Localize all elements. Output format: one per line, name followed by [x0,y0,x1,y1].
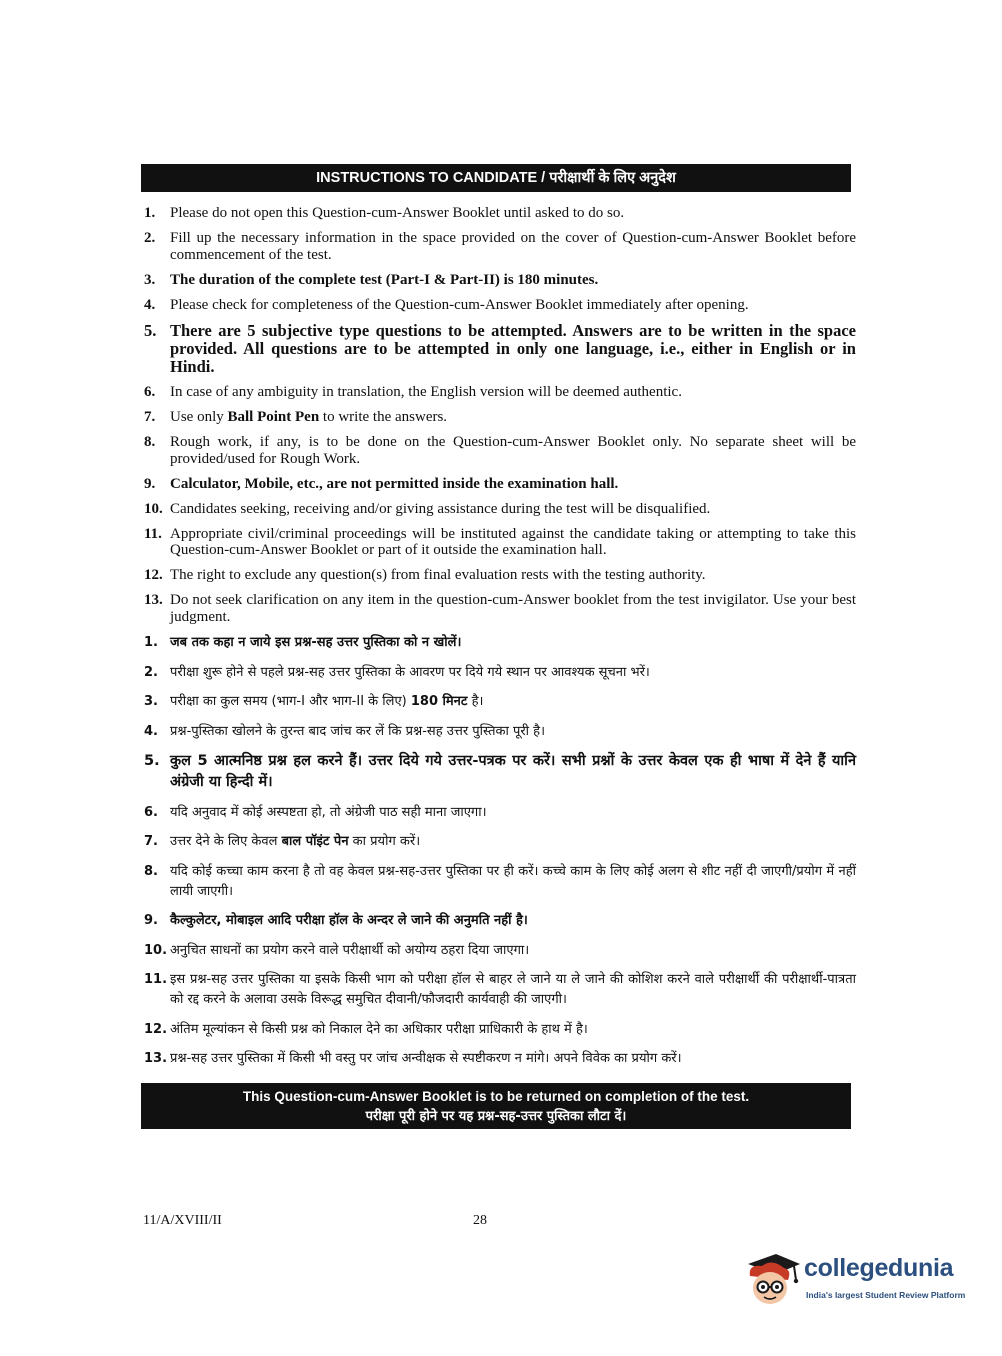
item-number: 10. [144,500,163,517]
hindi-instructions-list [144,633,856,1079]
item-number: 8. [144,863,158,879]
list-item [144,862,856,902]
paper-code: 11/A/XVIII/II [143,1213,222,1228]
list-item [144,384,856,401]
list-item [144,409,856,426]
logo-wordmark: collegedunia [804,1254,954,1282]
list-item [144,722,856,742]
item-text: इस प्रश्न-सह उत्तर पुस्तिका या इसके किसी भाग को परीक्षा हॉल से बाहर ले जाने या ले जाने की कोशिश करने वाले परीक्षार्थी की परीक्षार्थी-पात्रता को रद्द करने के अलावा उसके विरूद्ध समुचित दीवानी/फौजदारी कार्यवाही की जाएगी। [170,972,856,1007]
item-number: 12. [144,567,163,583]
item-number: 13. [144,1051,168,1066]
item-text: Rough work, if any, is to be done on the Question-cum-Answer Booklet only. No separate sheet will be provided/used for Rough Work. [170,434,856,467]
list-item [144,970,856,1010]
list-item [144,592,856,625]
item-number: 4. [144,723,158,739]
item-number: 10. [144,942,168,958]
item-number: 11. [144,972,168,987]
english-instructions-list [144,205,856,634]
item-number: 2. [144,230,156,246]
list-item [144,633,856,653]
item-text: Calculator, Mobile, etc., are not permitted inside the examination hall. [170,475,619,492]
item-bold-text: Ball Point Pen [227,409,320,425]
list-item [144,832,856,852]
item-text: In case of any ambiguity in translation, the English version will be deemed authentic. [170,384,682,400]
return-booklet-notice [141,1083,851,1129]
item-text: का प्रयोग करें। [348,834,421,849]
item-number: 5. [144,320,157,340]
item-text: Candidates seeking, receiving and/or giving assistance during the test will be disqualified. [170,500,711,517]
list-item [144,567,856,584]
item-text: प्रश्न-सह उत्तर पुस्तिका में किसी भी वस्तु पर जांच अन्वीक्षक से स्पष्टीकरण न मांगे। अपने विवेक का प्रयोग करें। [170,1051,682,1066]
list-item [144,434,856,467]
item-text: Appropriate civil/criminal proceedings will be instituted against the candidate taking or attempting to take this Question-cum-Answer Booklet or part of it outside the examination hall. [170,525,856,558]
item-text: अनुचित साधनों का प्रयोग करने वाले परीक्षार्थी को अयोग्य ठहरा दिया जाएगा। [170,942,530,958]
list-item [144,663,856,683]
item-text: यदि कोई कच्चा काम करना है तो वह केवल प्रश्न-सह-उत्तर पुस्तिका पर ही करें। कच्चे काम के लिए कोई अलग से शीट नहीं दी जाएगी/प्रयोग में नहीं लायी जाएगी। [170,863,856,899]
collegedunia-watermark [742,1250,972,1314]
list-item [144,272,856,289]
item-text: अंतिम मूल्यांकन से किसी प्रश्न को निकाल देने का अधिकार परीक्षा प्राधिकारी के हाथ में है। [170,1021,588,1037]
item-number: 9. [144,475,156,492]
item-text: कैल्कुलेटर, मोबाइल आदि परीक्षा हॉल के अन्दर ले जाने की अनुमति नहीं है। [170,913,528,928]
item-number: 9. [144,913,158,928]
item-text: There are 5 subjective type questions to be attempted. Answers are to be written in the space provided. All questions are to be attempted in only one language, i.e., either in English or in Hindi. [170,320,856,376]
item-text: Do not seek clarification on any item in the question-cum-Answer booklet from the test invigilator. Use your best judgment. [170,592,856,625]
item-number: 1. [144,635,158,650]
item-number: 3. [144,271,156,288]
list-item [144,297,856,314]
item-bold-text: बाल पॉइंट पेन [281,834,349,849]
notice-english: This Question-cum-Answer Booklet is to be returned on completion of the test. [242,1089,750,1104]
item-text: Please check for completeness of the Question-cum-Answer Booklet immediately after opening. [170,296,749,313]
item-number: 6. [144,804,158,820]
item-number: 11. [144,525,162,542]
list-item [144,751,856,793]
item-number: 7. [144,409,156,425]
list-item [144,803,856,823]
item-text: जब तक कहा न जाये इस प्रश्न-सह उत्तर पुस्तिका को न खोलें। [170,635,462,650]
item-number: 3. [144,694,158,709]
item-number: 8. [144,434,156,450]
item-number: 7. [144,834,158,849]
item-number: 1. [144,205,156,221]
item-bold-text: 180 मिनट [410,694,468,709]
list-item [144,1049,856,1069]
list-item [144,941,856,961]
item-text: उत्तर देने के लिए केवल [170,834,282,849]
item-text: यदि अनुवाद में कोई अस्पष्टता हो, तो अंग्रेजी पाठ सही माना जाएगा। [170,804,487,820]
item-text: The right to exclude any question(s) from final evaluation rests with the testing authority. [170,567,706,583]
list-item [144,322,856,376]
logo-tagline: India's largest Student Review Platform [806,1290,966,1300]
list-item [144,526,856,559]
list-item [144,692,856,712]
item-number: 4. [144,296,156,313]
item-text: परीक्षा का कुल समय (भाग-I और भाग-II के लिए) [170,694,411,709]
item-text: प्रश्न-पुस्तिका खोलने के तुरन्त बाद जांच कर लें कि प्रश्न-सह उत्तर पुस्तिका पूरी है। [170,723,546,739]
item-number: 5. [144,753,160,769]
item-text: कुल 5 आत्मनिष्ठ प्रश्न हल करने हैं। उत्तर दिये गये उत्तर-पत्रक पर करें। सभी प्रश्नों के उत्तर केवल एक ही भाषा में देने हैं यानि अंग्रेजी या हिन्दी में। [170,753,856,790]
list-item [144,230,856,263]
list-item [144,1020,856,1040]
item-number: 6. [144,384,156,400]
notice-hindi: परीक्षा पूरी होने पर यह प्रश्न-सह-उत्तर पुस्तिका लौटा दें। [365,1109,627,1124]
list-item [144,501,856,518]
item-number: 12. [144,1021,168,1037]
item-number: 2. [144,664,158,680]
page-number: 28 [473,1213,487,1228]
mascot-icon [742,1250,802,1312]
item-text: Fill up the necessary information in the space provided on the cover of Question-cum-Answer Booklet before commencement of the test. [170,230,856,263]
item-text: परीक्षा शुरू होने से पहले प्रश्न-सह उत्तर पुस्तिका के आवरण पर दिये गये स्थान पर आवश्यक सूचना भरें। [170,664,650,680]
item-text: Please do not open this Question-cum-Answer Booklet until asked to do so. [170,205,625,221]
list-item [144,205,856,222]
item-text: The duration of the complete test (Part-I & Part-II) is 180 minutes. [170,271,599,288]
list-item [144,911,856,931]
item-number: 13. [144,592,163,608]
item-text: है। [467,694,484,709]
item-text: Use only [170,409,228,425]
instructions-header: INSTRUCTIONS TO CANDIDATE / परीक्षार्थी के लिए अनुदेश [141,164,851,192]
item-text: to write the answers. [319,409,448,425]
list-item [144,476,856,493]
